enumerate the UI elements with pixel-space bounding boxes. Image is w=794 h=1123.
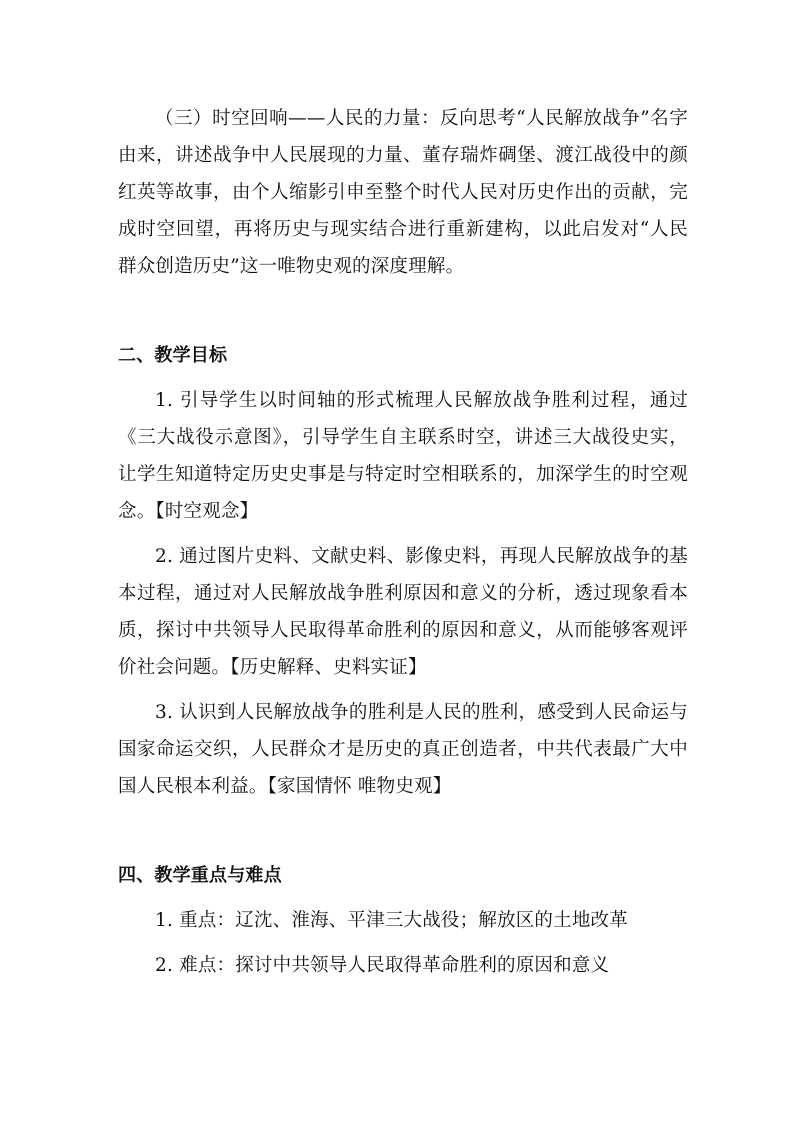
teaching-goal-item-3: 3. 认识到人民解放战争的胜利是人民的胜利，感受到人民命运与国家命运交织，人民群众才是历史的真正创造者，中共代表最广大中国人民根本利益。【家国情怀 唯物史观】: [118, 702, 688, 797]
section-spacer: [118, 805, 688, 857]
teaching-goals-heading: 二、教学目标: [118, 345, 228, 366]
list-spacer: [118, 939, 688, 947]
key-point-item-1: 1. 重点：辽沈、淮海、平津三大战役；解放区的土地改革: [155, 910, 628, 931]
section-spacer: [118, 285, 688, 337]
teaching-goal-item-1: 1. 引导学生以时间轴的形式梳理人民解放战争胜利过程，通过《三大战役示意图》，引导学生自主联系时空，讲述三大战役史实，让学生知道特定历史史事是与特定时空相联系的，加深学生的时空观念。【时空观念】: [118, 390, 688, 522]
document-content: [118, 100, 688, 984]
teaching-goal-item-2: 2. 通过图片史料、文献史料、影像史料，再现人民解放战争的基本过程，通过对人民解放战争胜利原因和意义的分析，透过现象看本质，探讨中共领导人民取得革命胜利的原因和意义，从而能够客观评价社会问题。【历史解释、史料实证】: [118, 546, 688, 678]
section-three-paragraph: （三）时空回响——人民的力量：反向思考“人民解放战争”名字由来，讲述战争中人民展现的力量、董存瑞炸碉堡、渡江战役中的颜红英等故事，由个人缩影引申至整个时代人民对历史作出的贡献，完成时空回望，再将历史与现实结合进行重新建构，以此启发对“人民群众创造历史”这一唯物史观的深度理解。: [118, 108, 688, 277]
heading-spacer: [118, 894, 688, 902]
paragraph-spacer: [118, 686, 688, 694]
key-point-item-2: 2. 难点：探讨中共领导人民取得革命胜利的原因和意义: [155, 955, 610, 976]
key-points-heading: 四、教学重点与难点: [118, 865, 282, 886]
paragraph-spacer: [118, 530, 688, 538]
heading-spacer: [118, 374, 688, 382]
